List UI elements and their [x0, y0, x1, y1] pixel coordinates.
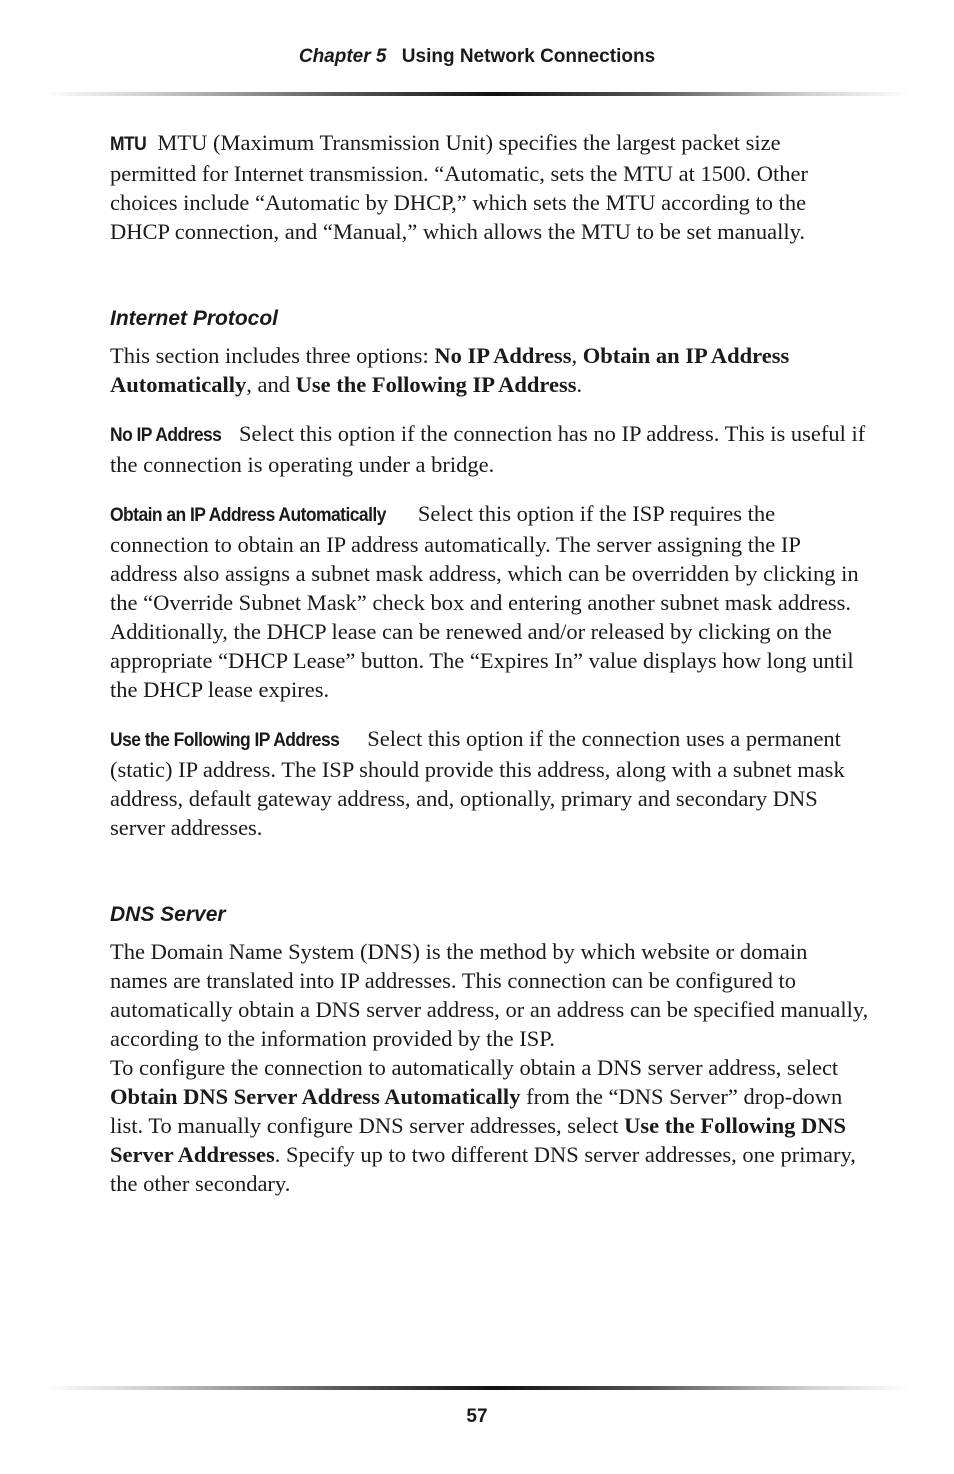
- obtain-ip-runin: Obtain an IP Address Automatically: [110, 505, 386, 526]
- intro-end: .: [576, 372, 583, 397]
- dns-server-heading: DNS Server: [110, 903, 226, 926]
- no-ip-runin: No IP Address: [110, 425, 222, 446]
- page-body: [110, 128, 870, 1198]
- no-ip-text: Select this option if the connection has no IP address. This is useful if the connection is operating under a bridge.: [110, 421, 866, 477]
- dns-p2-c: from the “DNS Server” drop-down list. To manually configure DNS server addresses, select: [110, 1084, 843, 1138]
- internet-protocol-intro: [110, 341, 870, 399]
- no-ip-paragraph: [110, 419, 870, 479]
- use-ip-paragraph: [110, 724, 870, 842]
- header-rule: [44, 92, 910, 96]
- dns-paragraph-1: The Domain Name System (DNS) is the method by which website or domain names are translated into IP addresses. This connection can be configured to automatically obtain a DNS server address, or an address can be specified manually, according to the information provided by the ISP.: [110, 939, 869, 1051]
- mtu-paragraph: [110, 128, 870, 246]
- obtain-ip-text: Select this option if the ISP requires the connection to obtain an IP address automatically. The server assigning the IP address also assigns a subnet mask address, which can be overridden by clicking in the “Override Subnet Mask” check box and entering another subnet mask address. Additionally, the DHCP lease can be renewed and/or released by clicking on the appropriate “DHCP Lease” button. The “Expires In” value displays how long until the DHCP lease expires.: [110, 501, 859, 702]
- use-ip-runin: Use the Following IP Address: [110, 730, 340, 751]
- internet-protocol-heading: Internet Protocol: [110, 307, 279, 330]
- option-no-ip: No IP Address: [434, 343, 572, 368]
- mtu-text: MTU (Maximum Transmission Unit) specifies the largest packet size permitted for Internet transmission. “Automatic, sets the MTU at 1500. Other choices include “Automatic by DHCP,” which sets the MTU according to the DHCP connection, and “Manual,” which allows the MTU to be set manually.: [110, 130, 808, 244]
- use-ip-text: Select this option if the connection uses a permanent (static) IP address. The ISP should provide this address, along with a subnet mask address, default gateway address, and, optionally, primary and secondary DNS server addresses.: [110, 726, 845, 840]
- page-number: 57: [466, 1406, 488, 1427]
- dns-option-manual: Use the Following DNS Server Addresses: [110, 1113, 847, 1167]
- chapter-title: Using Network Connections: [401, 46, 656, 67]
- intro-prefix: This section includes three options:: [110, 343, 435, 368]
- obtain-ip-paragraph: [110, 499, 870, 704]
- intro-sep2: , and: [246, 372, 296, 397]
- option-obtain-ip: Obtain an IP Address Automatically: [110, 343, 790, 397]
- dns-paragraph-2: [110, 1053, 870, 1198]
- footer-rule: [44, 1386, 910, 1390]
- dns-p2-a: To configure the connection to automatically obtain a DNS server address, select: [110, 1055, 839, 1080]
- dns-p2-e: . Specify up to two different DNS server addresses, one primary, the other secondary.: [110, 1142, 856, 1196]
- intro-sep1: ,: [571, 343, 583, 368]
- chapter-label: Chapter 5: [298, 46, 387, 67]
- mtu-runin: MTU: [110, 134, 147, 155]
- dns-option-automatic: Obtain DNS Server Address Automatically: [110, 1084, 521, 1109]
- running-header: [0, 46, 954, 68]
- option-use-ip: Use the Following IP Address: [295, 372, 577, 397]
